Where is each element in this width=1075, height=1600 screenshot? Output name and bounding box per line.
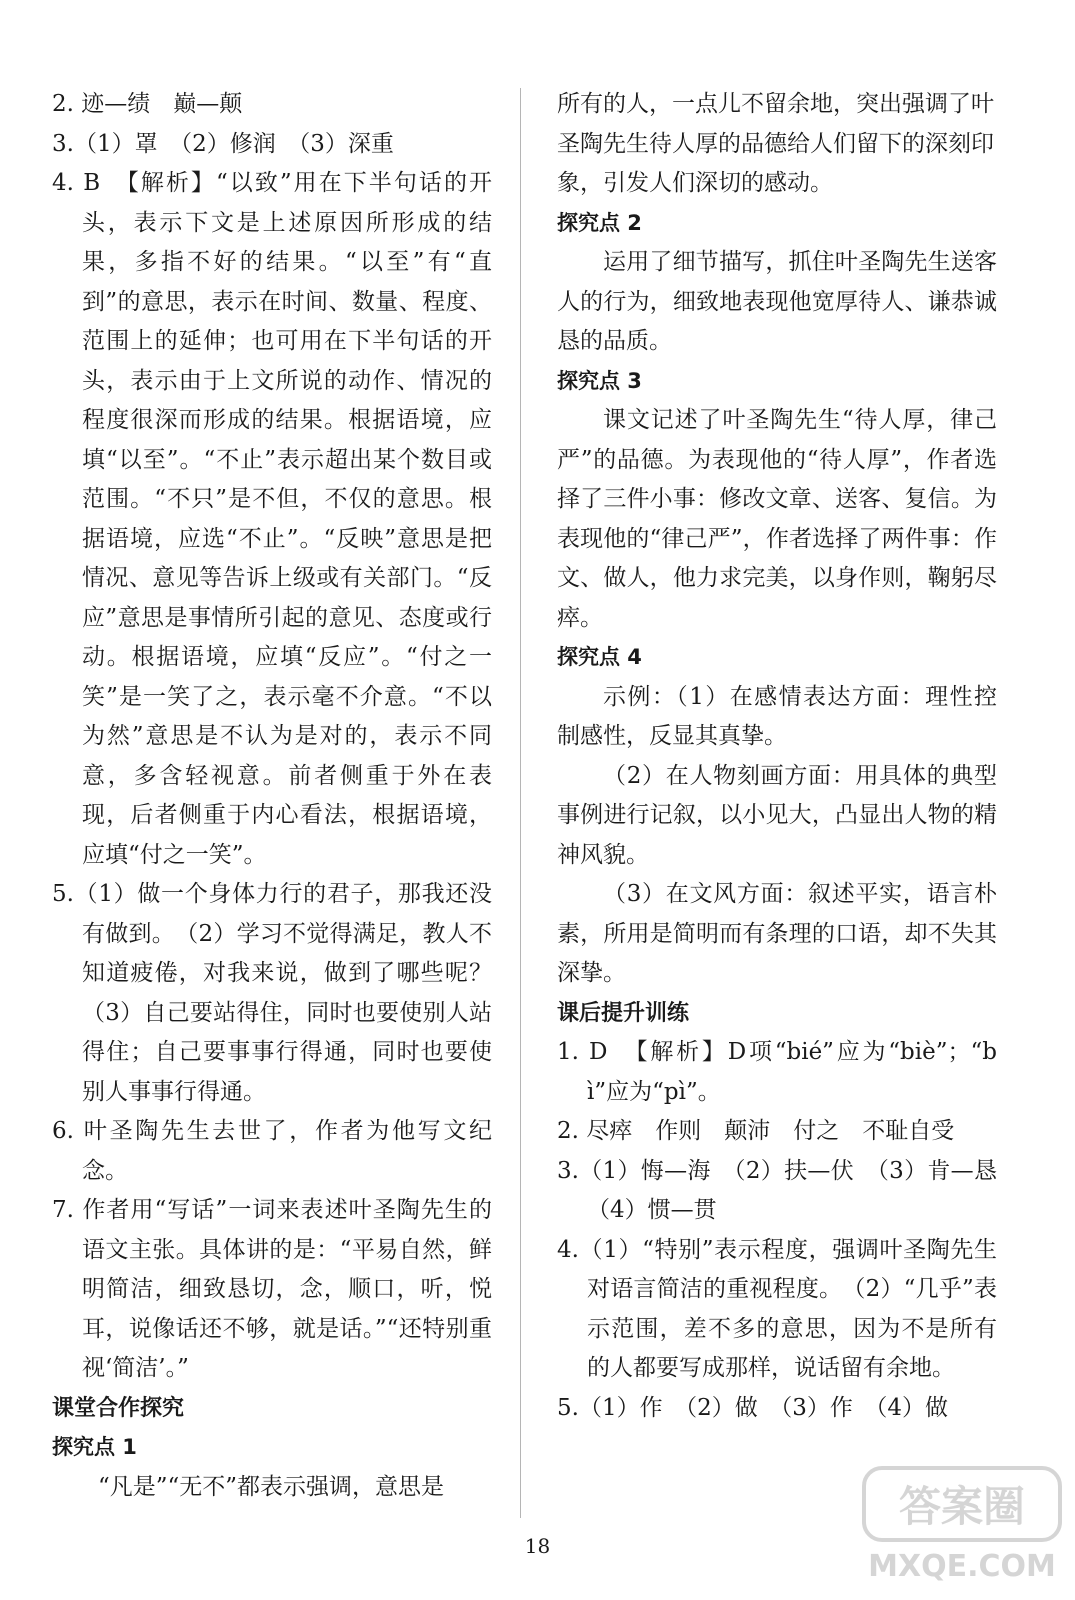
watermark-top-text: 答案圈: [898, 1482, 1026, 1531]
subsection-heading: 探究点 4: [557, 645, 642, 669]
answer-item: 2. 迹—绩 巅—颠: [52, 91, 243, 117]
subsection-heading: 探究点 3: [557, 368, 642, 393]
paragraph: 示例：（1）在感情表达方面：理性控制感性，反显其真挚。: [557, 683, 997, 749]
answer-item: 3.（1）罩 （2）修润 （3）深重: [52, 130, 394, 157]
paragraph: 课文记述了叶圣陶先生“待人厚，律己严”的品德。为表现他的“待人厚”，作者选择了三件小事：修改文章、送客、复信。为表现他的“律己严”，作者选择了两件事：作文、做人，他力求完美，以身作则，鞠躬尽瘁。: [557, 407, 997, 631]
answer-item: 3.（1）悔—海 （2）扶—伏 （3）肯—恳 （4）惯—贯: [557, 1157, 1020, 1223]
subsection-heading: 探究点 1: [52, 1435, 137, 1459]
paragraph: 运用了细节描写，抓住叶圣陶先生送客人的行为，细致地表现他宽厚待人、谦恭诚恳的品质。: [557, 249, 997, 354]
section-heading: 课后提升训练: [557, 1000, 690, 1026]
right-column: [557, 85, 1020, 1428]
column-divider: [520, 88, 521, 1518]
answer-item: 7. 作者用“写话”一词来表述叶圣陶先生的语文主张。具体讲的是：“平易自然，鲜明简洁，细致恳切，念，顺口，听，悦耳，说像话还不够，就是话。”“还特别重视‘简洁’。”: [52, 1197, 492, 1381]
watermark-bottom-text: MXQE.COM: [868, 1549, 1056, 1584]
answer-item: 4. B 【解析】“以致”用在下半句话的开头，表示下文是上述原因所形成的结果，多指不好的结果。“以至”有“直到”的意思，表示在时间、数量、程度、范围上的延伸；也可用在下半句话的开头，表示由于上文所说的动作、情况的程度很深而形成的结果。根据语境，应填“以至”。“不止”表示超出某个数目或范围。“不只”是不但，不仅的意思。根据语境，应选“不止”。“反映”意思是把情况、意见等告诉上级或有关部门。“反应”意思是事情所引起的意见、态度或行动。根据语境，应填“反应”。“付之一笑”是一笑了之，表示毫不介意。“不以为然”意思是不认为是对的，表示不同意，多含轻视意。前者侧重于外在表现，后者侧重于内心看法，根据语境，应填“付之一笑”。: [52, 170, 492, 868]
continued-paragraph: 所有的人，一点儿不留余地，突出强调了叶圣陶先生待人厚的品德给人们留下的深刻印象，引发人们深切的感动。: [557, 91, 994, 196]
answer-item: 6. 叶圣陶先生去世了，作者为他写文纪念。: [52, 1118, 492, 1184]
paragraph: “凡是”“无不”都表示强调，意思是: [98, 1473, 445, 1500]
answer-item: 1. D 【解析】D项“bié”应为“biè”；“bì”应为“pì”。: [557, 1039, 997, 1105]
watermark-logo: [860, 1458, 1065, 1590]
subsection-heading: 探究点 2: [557, 210, 642, 235]
left-column: [52, 85, 515, 1507]
page-number: 18: [524, 1534, 551, 1558]
answer-item: 2. 尽瘁 作则 颠沛 付之 不耻自受: [557, 1118, 955, 1144]
answer-item: 4.（1）“特别”表示程度，强调叶圣陶先生对语言简洁的重视程度。 （2）“几乎”表示范围，差不多的意思，因为不是所有的人都要写成那样，说话留有余地。: [557, 1236, 997, 1381]
section-heading: 课堂合作探究: [52, 1395, 185, 1421]
answer-item: 5.（1）作 （2）做 （3）作 （4）做: [557, 1394, 948, 1421]
paragraph: （2）在人物刻画方面：用具体的典型事例进行记叙，以小见大，凸显出人物的精神风貌。: [557, 762, 997, 868]
paragraph: （3）在文风方面：叙述平实，语言朴素，所用是简明而有条理的口语，却不失其深挚。: [557, 881, 997, 986]
answer-item: 5.（1）做一个身体力行的君子，那我还没有做到。 （2）学习不觉得满足，教人不知道疲倦，对我来说，做到了哪些呢？ （3）自己要站得住，同时也要使别人站得住；自己要事事行得通，同时也要使别人事事行得通。: [52, 881, 515, 1105]
